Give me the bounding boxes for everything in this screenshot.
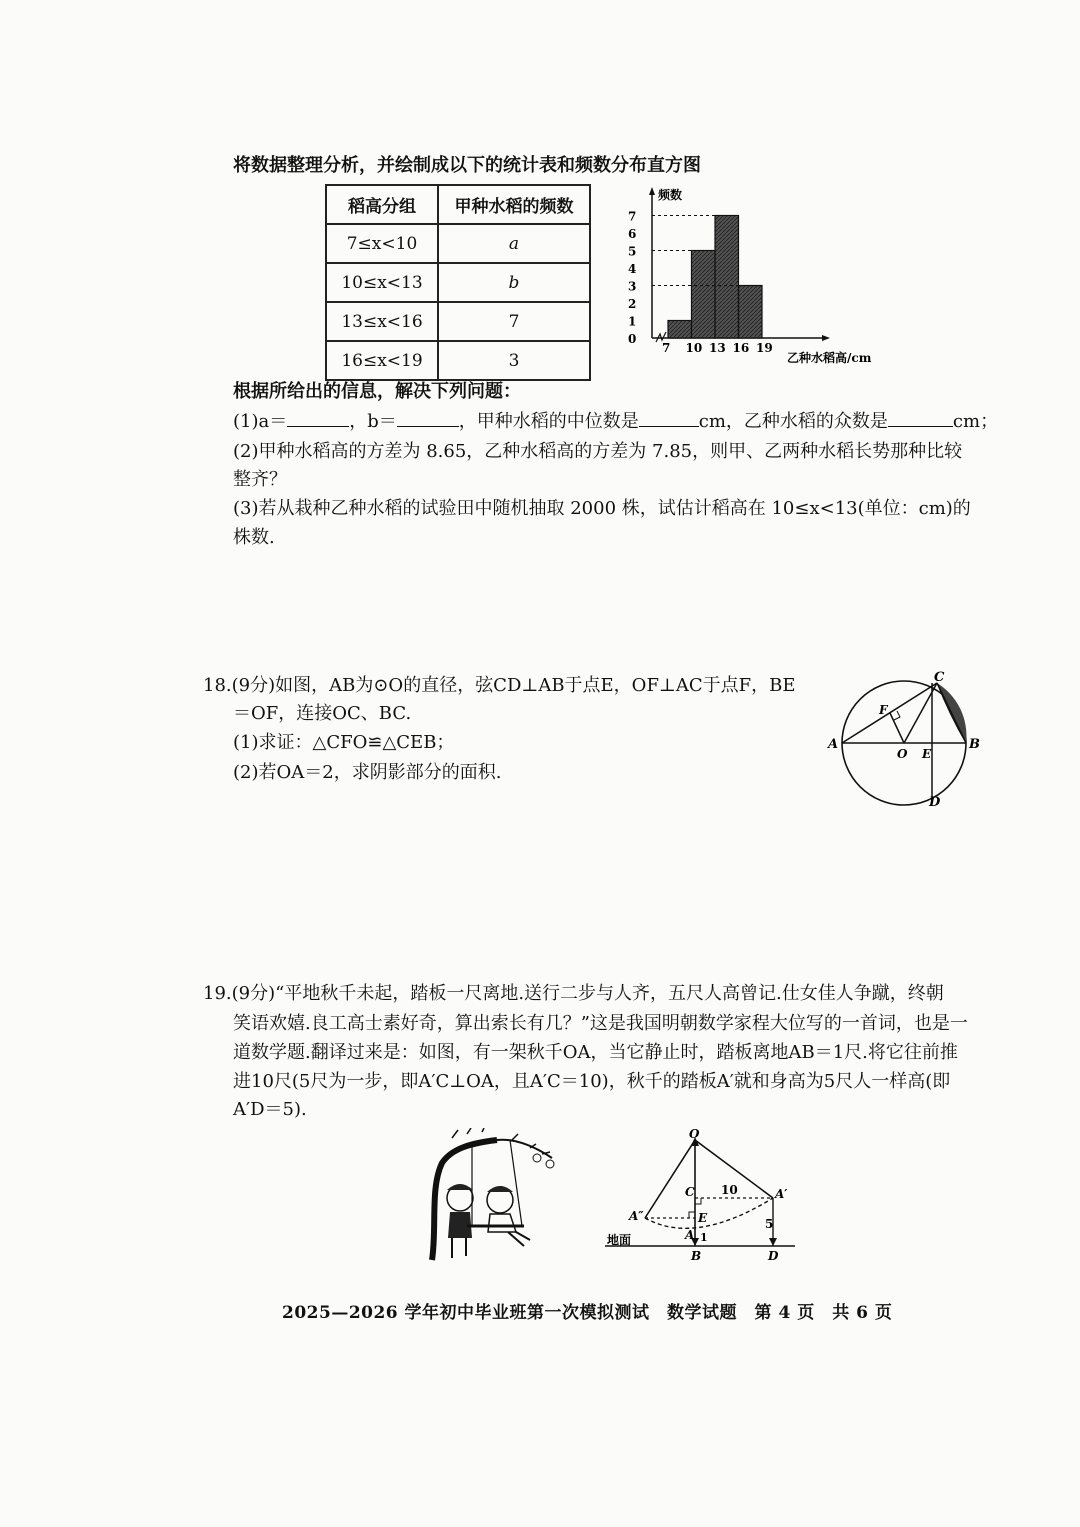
q17-sub2-line1: (2)甲种水稻高的方差为 8.65，乙种水稻高的方差为 7.85，则甲、乙两种水稻长势那种比较 [233, 441, 963, 462]
table-row [326, 302, 590, 341]
y-tick-label: 6 [628, 227, 637, 241]
right-angle-mark [894, 711, 900, 720]
answer-blank-median[interactable] [639, 408, 699, 427]
table-cell: 10≤x<13 [326, 263, 438, 302]
label-e: E [922, 747, 932, 761]
a-label: (1)a＝ [233, 411, 288, 432]
q17-intro: 将数据整理分析，并绘制成以下的统计表和频数分布直方图 [233, 155, 701, 176]
y-tick-label: 4 [628, 262, 637, 276]
label-d: D [929, 795, 941, 810]
q18-line3: (1)求证：△CFO≌△CEB； [233, 732, 455, 753]
b-label: ，b＝ [349, 411, 397, 432]
unit-label: cm； [952, 411, 999, 432]
table-cell: b [438, 263, 590, 302]
label-c: C [685, 1185, 695, 1199]
q18-line4: (2)若OA＝2，求阴影部分的面积. [233, 762, 502, 783]
histogram-bar [668, 321, 692, 339]
y-axis-arrow [649, 187, 655, 195]
y-tick-label: 3 [628, 279, 637, 294]
histogram [618, 185, 898, 375]
table-row [326, 263, 590, 302]
y-tick-label: 7 [628, 209, 637, 224]
label-ten: 10 [721, 1183, 738, 1197]
q17-sub3-line2: 株数. [233, 527, 275, 548]
histogram-bar [715, 216, 739, 339]
table-header: 甲种水稻的频数 [438, 185, 590, 224]
q19-line1: 19.(9分)“平地秋千未起，踏板一尺离地.送行二步与人齐，五尺人高曾记.仕女佳人争蹴，终朝 [203, 983, 944, 1004]
q17-sub2-line2: 整齐？ [233, 469, 287, 490]
y-tick-label: 1 [628, 314, 637, 329]
q19-line3: 道数学题.翻译过来是：如图，有一架秋千OA，当它静止时，踏板离地AB＝1尺.将它往前推 [233, 1042, 958, 1063]
q18-line1: 18.(9分)如图，AB为⊙O的直径，弦CD⊥AB于点E，OF⊥AC于点F，BE [203, 675, 796, 696]
x-axis-arrow [822, 335, 830, 341]
mode-label: cm，乙种水稻的众数是 [698, 411, 888, 432]
label-a: A [828, 737, 839, 752]
q17-sub3-line1: (3)若从栽种乙种水稻的试验田中随机抽取 2000 株，试估计稻高在 10≤x<13(单位：cm)的 [233, 498, 971, 519]
page-footer: 2025—2026 学年初中毕业班第一次模拟测试 数学试题 第 4 页 共 6 页 [282, 1303, 893, 1323]
table-cell: 7 [438, 302, 590, 341]
x-tick-label: 19 [756, 341, 773, 355]
label-e: E [698, 1211, 708, 1225]
label-b: B [969, 737, 980, 752]
histogram-bar [739, 286, 763, 339]
answer-blank-mode[interactable] [888, 408, 953, 427]
label-o: O [689, 1128, 700, 1141]
table-row [326, 224, 590, 263]
q17-prompt: 根据所给出的信息，解决下列问题： [233, 381, 521, 402]
x-tick-label: 16 [732, 341, 750, 355]
table-header: 稻高分组 [326, 185, 438, 224]
q17-sub1 [233, 408, 998, 436]
y-axis-label: 频数 [658, 188, 683, 202]
segment-of [890, 713, 904, 743]
answer-blank-a[interactable] [287, 408, 349, 427]
swing-arc [645, 1198, 773, 1228]
y-tick-label: 5 [628, 244, 637, 259]
label-d: D [768, 1249, 779, 1263]
label-a-double-prime: A″ [629, 1209, 644, 1223]
q19-line2: 笑语欢嬉.良工高士素好奇，算出索长有几？”这是我国明朝数学家程大位写的一首词，也是一 [233, 1013, 968, 1034]
label-c: C [934, 670, 945, 685]
q18-line2: ＝OF，连接OC、BC. [233, 703, 412, 724]
x-axis-label: 乙种水稻高/cm [787, 351, 872, 365]
circle-figure [824, 668, 984, 813]
y-tick-label: 0 [628, 332, 637, 346]
swing-geometry [605, 1128, 805, 1263]
table-cell: 3 [438, 341, 590, 380]
table-cell: a [438, 224, 590, 263]
label-o: O [897, 747, 908, 761]
label-one: 1 [700, 1231, 708, 1244]
histogram-bars [652, 216, 762, 339]
label-five: 5 [765, 1217, 774, 1231]
y-tick-label: 2 [628, 297, 637, 311]
table-cell: 13≤x<16 [326, 302, 438, 341]
x-tick-label: 13 [709, 341, 726, 355]
label-a: A [685, 1228, 695, 1242]
label-b: B [691, 1249, 702, 1263]
swing-illustration [412, 1128, 562, 1263]
label-a-prime: A′ [775, 1187, 788, 1201]
median-label: ，甲种水稻的中位数是 [458, 411, 639, 432]
x-tick-label: 10 [685, 341, 703, 355]
x-tick-label: 7 [662, 341, 671, 355]
ground-label: 地面 [607, 1233, 632, 1247]
table-row [326, 341, 590, 380]
q19-line5: A′D＝5). [233, 1099, 307, 1120]
segment-oa2 [645, 1140, 695, 1218]
label-f: F [879, 703, 888, 717]
q19-line4: 进10尺(5尺为一步，即A′C⊥OA，且A′C＝10)，秋千的踏板A′就和身高为5尺人一样高(即 [233, 1071, 951, 1092]
histogram-bar [692, 251, 716, 339]
segment-ac [842, 683, 937, 743]
table-cell: 16≤x<19 [326, 341, 438, 380]
table-cell: 7≤x<10 [326, 224, 438, 263]
answer-blank-b[interactable] [397, 408, 459, 427]
frequency-table [325, 184, 591, 381]
